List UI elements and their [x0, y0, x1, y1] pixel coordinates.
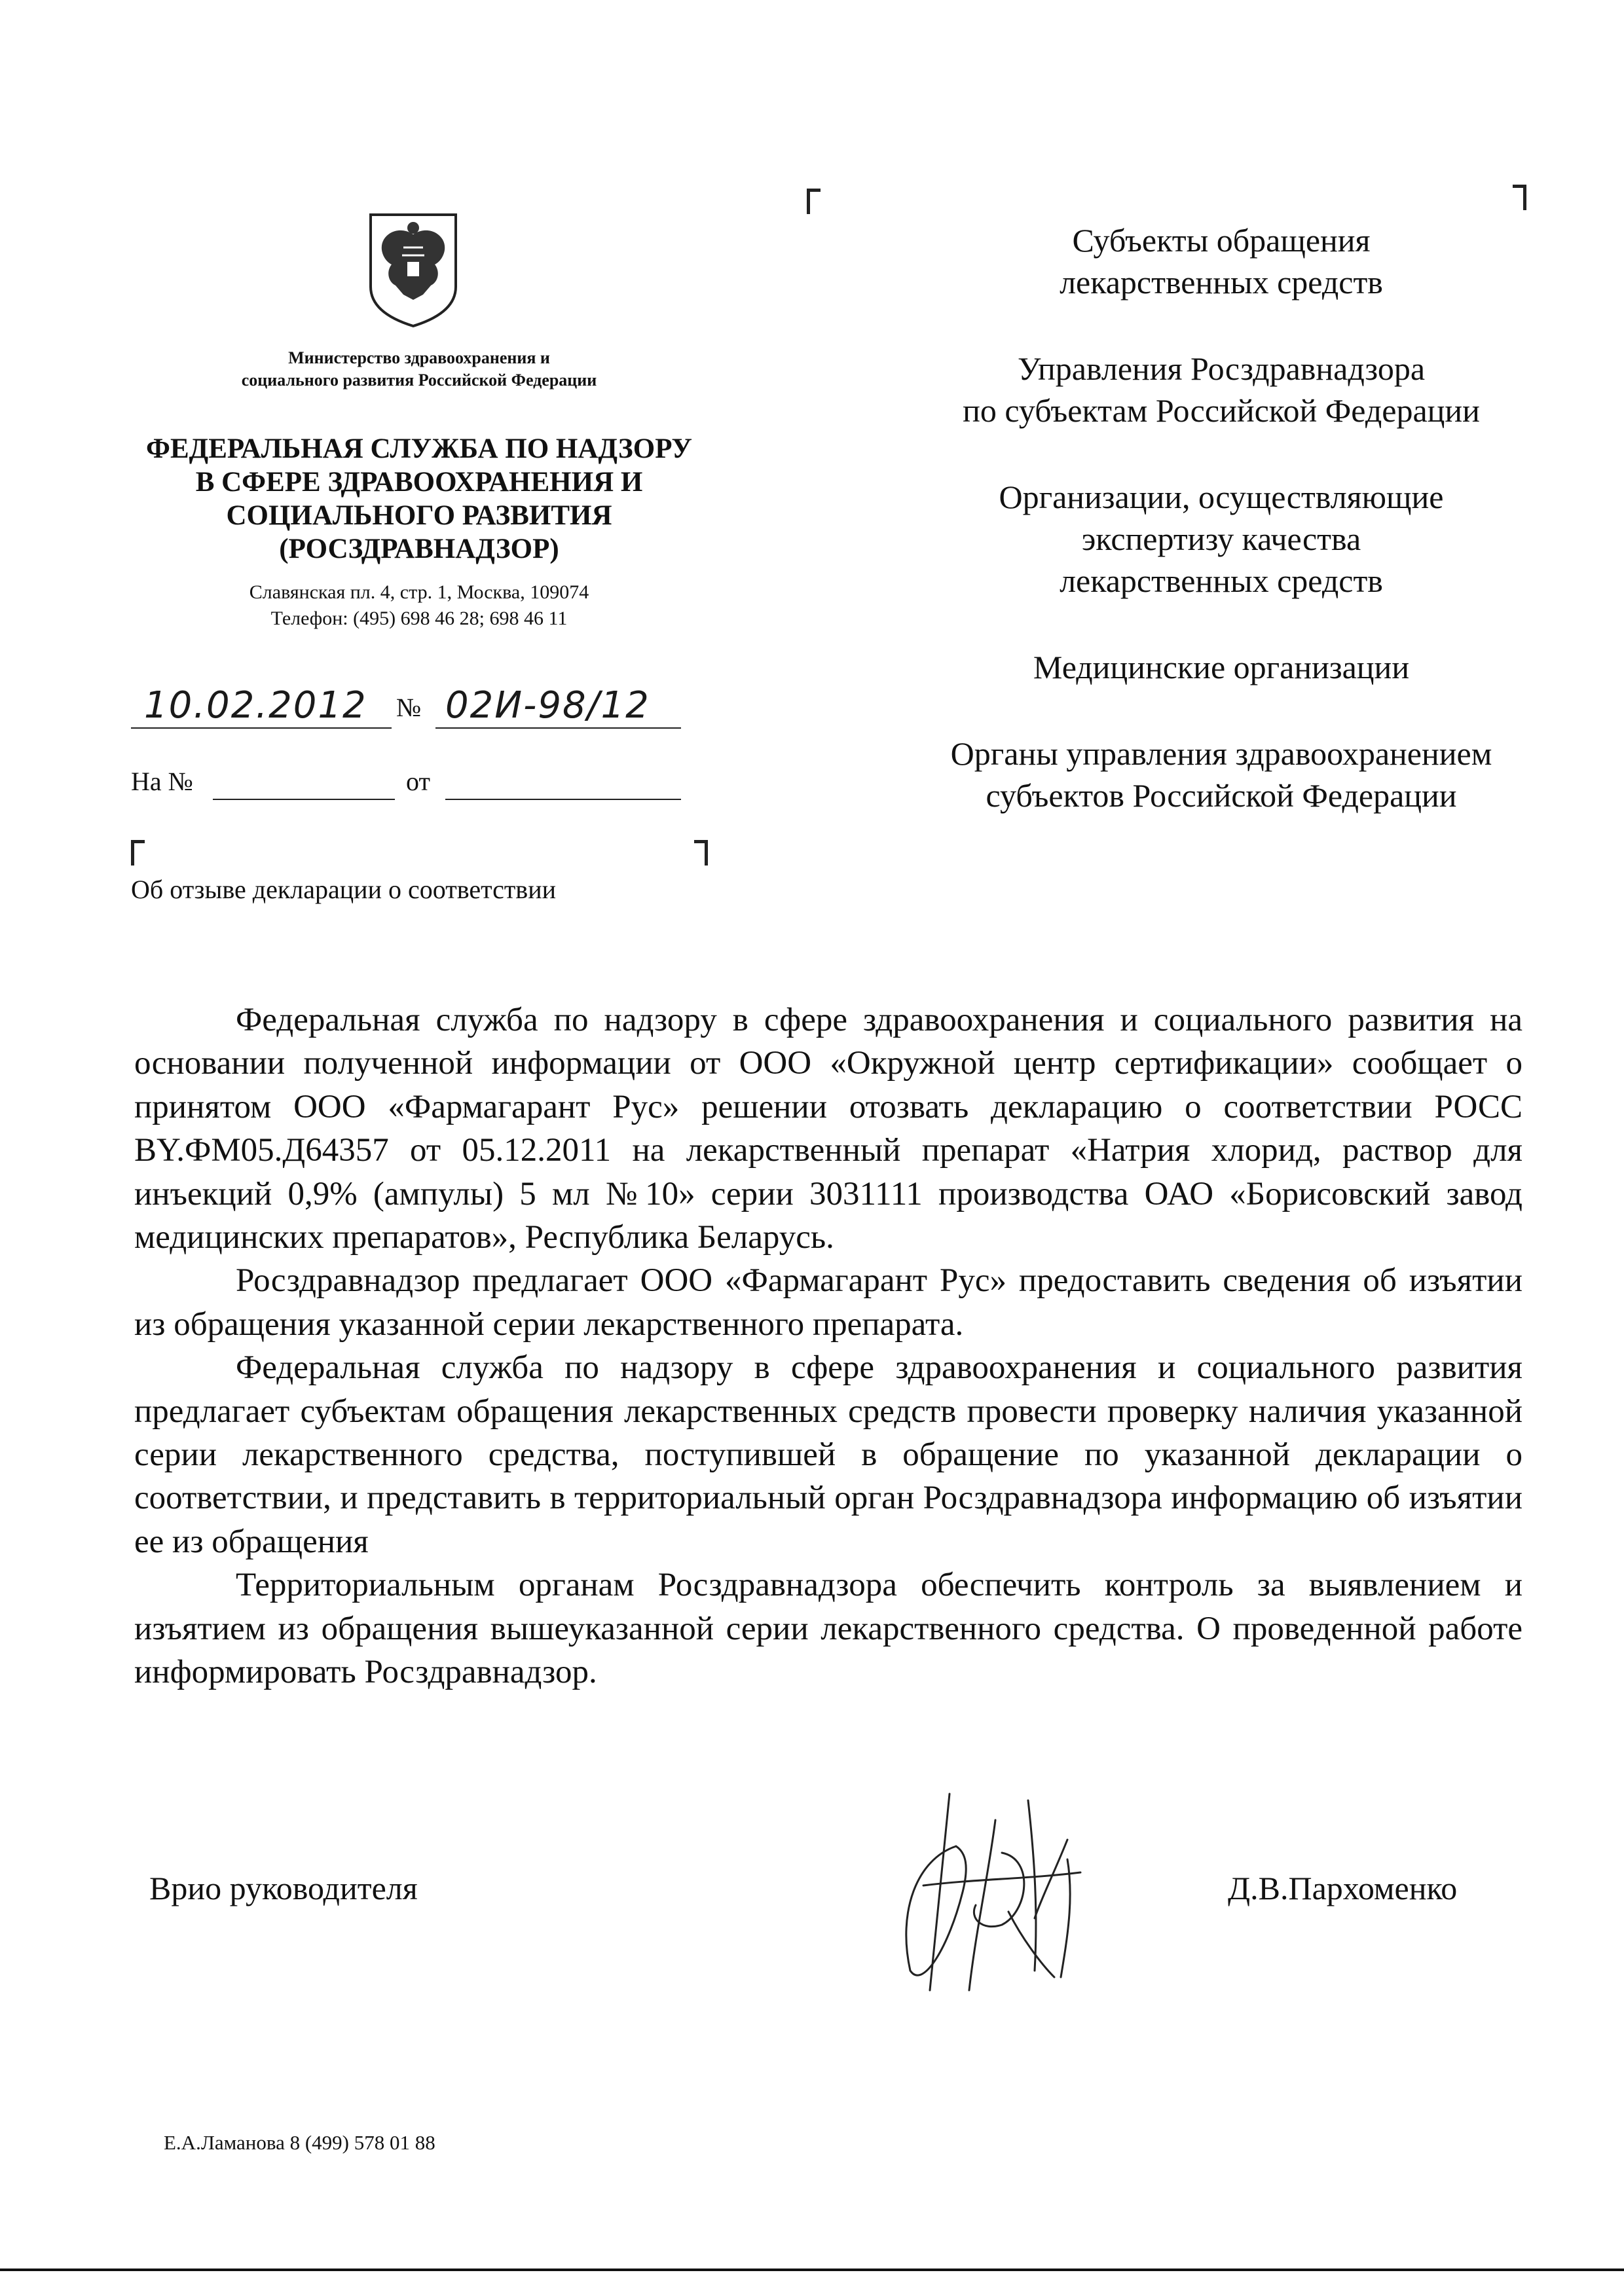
footer-divider [0, 2269, 1624, 2271]
addressee-block: Организации, осуществляющие экспертизу качества лекарственных средств [999, 479, 1444, 599]
letter-body [134, 998, 1522, 1694]
number-label: № [396, 693, 422, 722]
body-paragraph: Территориальным органам Росздравнадзора обеспечить контроль за выявлением и изъятием из обращения вышеуказанной серии лекарственного средства. О проведенной работе информировать Росздравнадзор. [134, 1567, 1522, 1691]
document-date: 10.02.2012 [144, 684, 367, 727]
bracket-subject-right [694, 840, 708, 866]
addressee-list [871, 219, 1572, 861]
bracket-subject-left [131, 840, 145, 866]
letter-subject: Об отзыве декларации о соответствии [131, 875, 557, 904]
body-paragraph: Федеральная служба по надзору в сфере здравоохранения и социального развития на основании полученной информации от ООО «Окружной центр сертификации» сообщает о принятом ООО «Фармагарант Рус» решении отозвать декларацию о соответствии РОСС BY.ФМ05.Д64357 от 05.12.2011 на лекарственный препарат «Натрия хлорид, раствор для инъекций 0,9% (ампулы) 5 мл №10» серии 3031111 производства ОАО «Борисовский завод медицинских препаратов», Республика Беларусь. [134, 1002, 1522, 1256]
in-reply-label: На № [131, 767, 193, 796]
signer-title: Врио руководителя [149, 1870, 418, 1906]
agency-address: Славянская пл. 4, стр. 1, Москва, 109074 Телефон: (495) 698 46 28; 698 46 11 [249, 581, 589, 629]
bracket-top-right [1513, 185, 1526, 210]
russian-coat-of-arms-icon [364, 208, 462, 330]
handwritten-signature-icon [871, 1781, 1133, 2003]
document-number: 02И-98/12 [445, 684, 650, 727]
from-label: от [406, 767, 430, 796]
addressee-block: Органы управления здравоохранением субъектов Российской Федерации [950, 735, 1492, 814]
addressee-block: Субъекты обращения лекарственных средств [1060, 222, 1383, 301]
body-paragraph: Федеральная служба по надзору в сфере здравоохранения и социального развития предлагает субъектам обращения лекарственных средств провести проверку наличия указанной серии лекарственного средства, поступившей в обращение по указанной декларации о соответствии, и представить в территориальный орган Росздравнадзора информацию об изъятии ее из обращения [134, 1349, 1522, 1560]
addressee-block: Медицинские организации [1033, 649, 1410, 685]
bracket-top-left [807, 189, 821, 214]
agency-name: ФЕДЕРАЛЬНАЯ СЛУЖБА ПО НАДЗОРУ В СФЕРЕ ЗДРАВООХРАНЕНИЯ И СОЦИАЛЬНОГО РАЗВИТИЯ (РОСЗДРАВНАДЗОР) [146, 433, 692, 564]
reference-row [131, 684, 681, 730]
ministry-name: Министерство здравоохранения и социального развития Российской Федерации [241, 348, 597, 390]
signer-name: Д.В.Пархоменко [1228, 1870, 1458, 1906]
executor-contact: Е.А.Ламанова 8 (499) 578 01 88 [164, 2131, 435, 2154]
body-paragraph: Росздравнадзор предлагает ООО «Фармагарант Рус» предоставить сведения об изъятии из обращения указанной серии лекарственного препарата. [134, 1262, 1522, 1343]
addressee-block: Управления Росздравнадзора по субъектам Российской Федерации [963, 350, 1480, 429]
